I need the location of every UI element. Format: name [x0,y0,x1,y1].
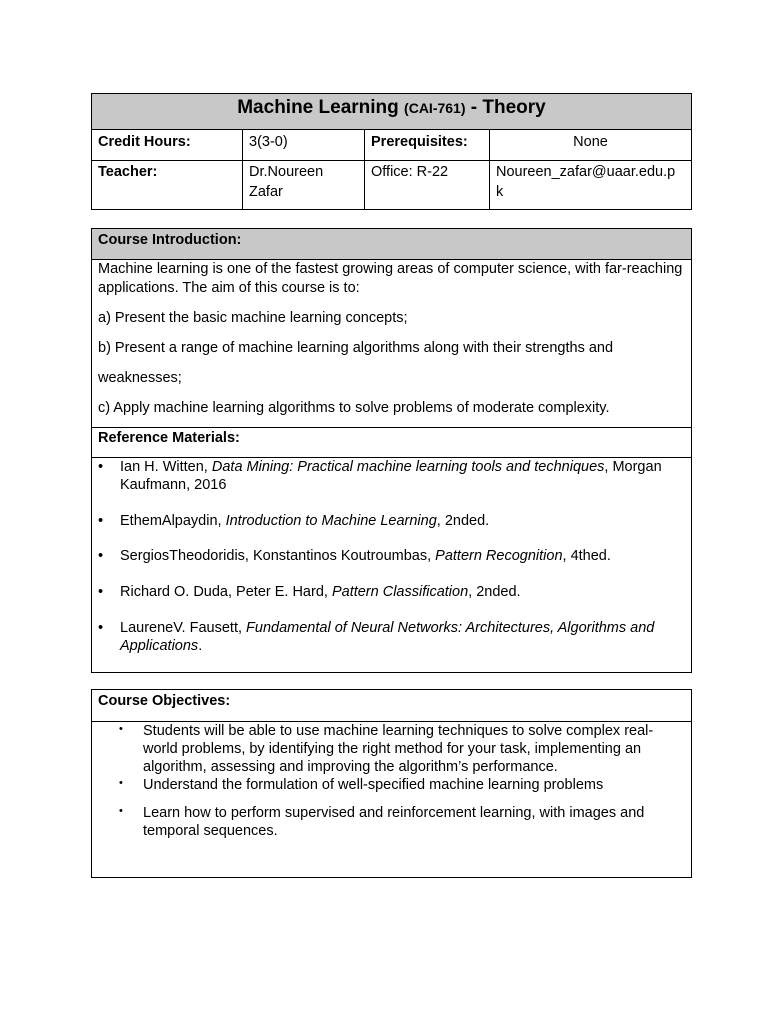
list-item: • Ian H. Witten, Data Mining: Practical machine learning tools and techniques, Morgan Kaufmann, 2016 [98,459,662,493]
list-item: • Richard O. Duda, Peter E. Hard, Pattern Classification, 2nded. [98,584,521,600]
intro-point-b-cont: weaknesses; [98,370,182,386]
credit-hours-label: Credit Hours: [92,130,243,160]
course-title-main: Machine Learning [237,97,399,118]
course-header-table [91,93,692,210]
bullet-icon: • [98,584,104,600]
list-item: • EthemAlpaydin, Introduction to Machine Learning, 2nded. [98,513,490,529]
bullet-icon: • [98,459,104,475]
credit-row [92,130,691,161]
course-title [92,94,691,130]
objectives-list [92,722,691,840]
intro-point-c: c) Apply machine learning algorithms to solve problems of moderate complexity. [98,400,610,416]
course-code: (CAI-761) [404,100,466,116]
prerequisites-label: Prerequisites: [365,130,490,160]
teacher-value: Dr.Noureen Zafar [243,160,365,209]
list-item: • LaureneV. Fausett, Fundamental of Neural Networks: Architectures, Algorithms and Applications. [98,620,655,654]
intro-point-a: a) Present the basic machine learning concepts; [98,310,408,326]
course-objectives-table [91,689,692,878]
list-item: • SergiosTheodoridis, Konstantinos Koutroumbas, Pattern Recognition, 4thed. [98,548,611,564]
reference-materials-heading: Reference Materials: [92,427,691,458]
bullet-icon: • [119,777,123,789]
intro-paragraph: Machine learning is one of the fastest growing areas of computer science, with far-reaching applications. The aim of this course is to: [98,261,683,296]
bullet-icon: • [98,620,104,636]
reference-list [92,458,691,655]
prerequisites-value: None [573,134,608,150]
course-objectives-heading: Course Objectives: [92,690,691,722]
intro-references-table [91,228,692,673]
teacher-row [92,160,691,209]
credit-hours-value: 3(3-0) [243,130,365,160]
course-introduction-heading: Course Introduction: [92,229,691,260]
list-item: • Understand the formulation of well-specified machine learning problems [92,776,691,794]
course-title-suffix: - Theory [470,97,546,118]
bullet-icon: • [119,723,123,735]
bullet-icon: • [98,548,104,564]
teacher-label: Teacher: [92,160,243,209]
introduction-body [92,260,703,418]
list-item: • Students will be able to use machine learning techniques to solve complex real-world problems, by identifying the right method for your task, implementing an algorithm, assessing and improving the algorithm’s performance. [92,722,691,776]
teacher-email: Noureen_zafar@uaar.edu.p k [496,164,676,200]
bullet-icon: • [119,805,123,817]
bullet-icon: • [98,513,104,529]
office-value: Office: R-22 [365,160,490,209]
intro-point-b: b) Present a range of machine learning algorithms along with their strengths and [98,340,614,356]
list-item: • Learn how to perform supervised and reinforcement learning, with images and temporal sequences. [92,804,691,840]
